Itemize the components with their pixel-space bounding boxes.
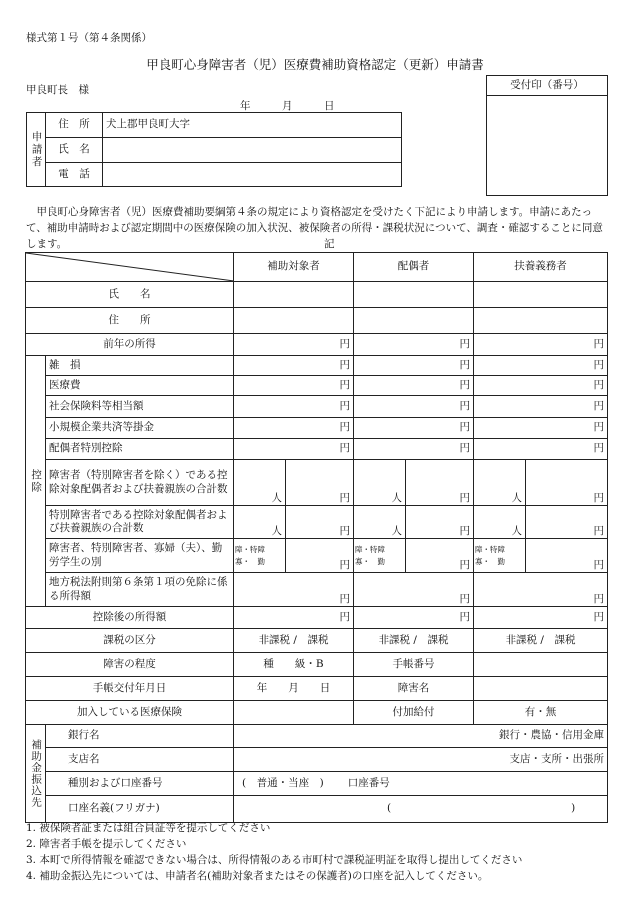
col-supporter: 扶養義務者 bbox=[474, 253, 608, 282]
branch-label: 支店名 bbox=[46, 748, 234, 772]
subject-amount[interactable]: 円 bbox=[286, 506, 354, 539]
row-insurance-label: 加入している医療保険 bbox=[26, 701, 234, 725]
bank-group-label: 補助金振込先 bbox=[26, 725, 46, 823]
supporter-amount[interactable]: 円 bbox=[526, 460, 608, 506]
insurance-field[interactable] bbox=[234, 701, 354, 725]
supporter-amount[interactable]: 円 bbox=[526, 506, 608, 539]
deduction-label: 社会保険料等相当額 bbox=[46, 396, 234, 418]
phone-field[interactable] bbox=[103, 163, 402, 187]
account-holder-field[interactable] bbox=[234, 796, 608, 823]
row-local-tax-label: 地方税法附則第６条第１項の免除に係る所得額 bbox=[46, 573, 234, 607]
spouse-amount[interactable]: 円 bbox=[406, 506, 474, 539]
row-address-label: 住 所 bbox=[26, 308, 234, 334]
bank-name-label: 銀行名 bbox=[46, 725, 234, 748]
account-type-options: ( 普通・当座 ) bbox=[242, 776, 324, 789]
extra-benefit-label: 付加給付 bbox=[354, 701, 474, 725]
receipt-stamp-box[interactable] bbox=[486, 75, 608, 196]
supporter-deduction[interactable]: 円 bbox=[474, 396, 608, 418]
subject-category-options[interactable] bbox=[234, 539, 286, 573]
spouse-deduction[interactable]: 円 bbox=[354, 356, 474, 376]
row-issue-date-label: 手帳交付年月日 bbox=[26, 677, 234, 701]
address-value: 犬上郡甲良町大字 bbox=[106, 118, 190, 131]
supporter-address-field[interactable] bbox=[474, 308, 608, 334]
applicant-table bbox=[26, 112, 402, 187]
category-line-1: 障・特障 bbox=[355, 544, 385, 554]
name-label: 氏 名 bbox=[46, 138, 103, 163]
col-spouse: 配偶者 bbox=[354, 253, 474, 282]
subject-count[interactable]: 人 bbox=[234, 460, 286, 506]
subject-address-field[interactable] bbox=[234, 308, 354, 334]
spouse-count[interactable]: 人 bbox=[354, 506, 406, 539]
subject-amount[interactable]: 円 bbox=[286, 460, 354, 506]
account-type-label: 種別および口座番号 bbox=[46, 772, 234, 796]
note-item: 2. 障害者手帳を提示してください bbox=[26, 838, 187, 850]
spouse-amount[interactable]: 円 bbox=[406, 460, 474, 506]
spouse-count[interactable]: 人 bbox=[354, 460, 406, 506]
degree-field[interactable]: 種 級・B bbox=[234, 653, 354, 677]
row-special-dependents-label: 特別障害者である控除対象配偶者および扶養親族の合計数 bbox=[46, 506, 234, 539]
supporter-count[interactable]: 人 bbox=[474, 506, 526, 539]
bank-name-field[interactable]: 銀行・農協・信用金庫 bbox=[234, 725, 608, 748]
deduction-label: 医療費 bbox=[46, 376, 234, 396]
branch-field[interactable]: 支店・支所・出張所 bbox=[234, 748, 608, 772]
subject-deduction[interactable]: 円 bbox=[234, 376, 354, 396]
subject-after-deduction[interactable]: 円 bbox=[234, 607, 354, 629]
category-line-2: 寡・ 勤 bbox=[235, 556, 265, 566]
name-field[interactable] bbox=[103, 138, 402, 163]
ki-label: 記 bbox=[324, 238, 335, 250]
deduction-group-label: 控除 bbox=[26, 356, 46, 607]
intro-text: 甲良町心身障害者（児）医療費補助要綱第４条の規定により資格認定を受けたく下記により申請します。申請にあたって、補助申請時および認定期間中の医療保険の加入状況、被保険者の所得・課税状況について、調査・確認することに同意します。 bbox=[26, 206, 603, 250]
spouse-deduction[interactable]: 円 bbox=[354, 418, 474, 439]
deduction-label: 配偶者特別控除 bbox=[46, 439, 234, 460]
applicant-group-label: 申請者 bbox=[27, 113, 46, 187]
supporter-deduction[interactable]: 円 bbox=[474, 376, 608, 396]
page-title: 甲良町心身障害者（児）医療費補助資格認定（更新）申請書 bbox=[146, 57, 484, 72]
disability-name-label: 障害名 bbox=[354, 677, 474, 701]
supporter-after-deduction[interactable]: 円 bbox=[474, 607, 608, 629]
category-line-1: 障・特障 bbox=[235, 544, 265, 554]
note-item: 4. 補助金振込先については、申請者名(補助対象者またはその保護者)の口座を記入してください。 bbox=[26, 870, 489, 882]
spouse-address-field[interactable] bbox=[354, 308, 474, 334]
holder-open-paren: ( bbox=[387, 802, 392, 815]
col-subject: 補助対象者 bbox=[234, 253, 354, 282]
spouse-category-options[interactable] bbox=[354, 539, 406, 573]
supporter-prev-income[interactable]: 円 bbox=[474, 334, 608, 356]
spouse-deduction[interactable]: 円 bbox=[354, 439, 474, 460]
spouse-category-amount[interactable]: 円 bbox=[406, 539, 474, 573]
subject-deduction[interactable]: 円 bbox=[234, 396, 354, 418]
account-holder-label: 口座名義(フリガナ) bbox=[46, 796, 234, 823]
category-line-2: 寡・ 勤 bbox=[355, 556, 385, 566]
handbook-number-label: 手帳番号 bbox=[354, 653, 474, 677]
date-line: 年 月 日 bbox=[240, 100, 335, 112]
subject-tax-class[interactable]: 非課税 / 課税 bbox=[234, 629, 354, 653]
row-name-label: 氏 名 bbox=[26, 282, 234, 308]
phone-label: 電 話 bbox=[46, 163, 103, 187]
subject-count[interactable]: 人 bbox=[234, 506, 286, 539]
supporter-local-tax[interactable]: 円 bbox=[474, 573, 608, 607]
address-field[interactable] bbox=[103, 113, 402, 138]
handbook-number-field[interactable] bbox=[474, 653, 608, 677]
supporter-name-field[interactable] bbox=[474, 282, 608, 308]
row-tax-class-label: 課税の区分 bbox=[26, 629, 234, 653]
supporter-deduction[interactable]: 円 bbox=[474, 439, 608, 460]
receipt-stamp-label: 受付印（番号） bbox=[487, 76, 607, 96]
note-item: 3. 本町で所得情報を確認できない場合は、所得情報のある市町村で課税証明証を取得し提出してください bbox=[26, 854, 523, 866]
supporter-tax-class[interactable]: 非課税 / 課税 bbox=[474, 629, 608, 653]
row-prev-income-label: 前年の所得 bbox=[26, 334, 234, 356]
row-after-deduction-label: 控除後の所得額 bbox=[26, 607, 234, 629]
spouse-deduction[interactable]: 円 bbox=[354, 376, 474, 396]
deduction-label: 小規模企業共済等掛金 bbox=[46, 418, 234, 439]
notes-list bbox=[26, 820, 522, 884]
account-number-label: 口座番号 bbox=[347, 776, 390, 789]
addressee: 甲良町長 様 bbox=[26, 84, 89, 96]
spouse-tax-class[interactable]: 非課税 / 課税 bbox=[354, 629, 474, 653]
subject-category-amount[interactable]: 円 bbox=[286, 539, 354, 573]
subject-deduction[interactable]: 円 bbox=[234, 356, 354, 376]
subject-local-tax[interactable]: 円 bbox=[234, 573, 354, 607]
supporter-deduction[interactable]: 円 bbox=[474, 418, 608, 439]
spouse-deduction[interactable]: 円 bbox=[354, 396, 474, 418]
diagonal-header-cell bbox=[26, 253, 234, 282]
category-line-1: 障・特障 bbox=[475, 544, 505, 554]
main-table bbox=[25, 252, 608, 823]
spouse-after-deduction[interactable]: 円 bbox=[354, 607, 474, 629]
form-number: 様式第１号（第４条関係） bbox=[26, 32, 152, 44]
address-label: 住 所 bbox=[46, 113, 103, 138]
category-line-2: 寡・ 勤 bbox=[475, 556, 505, 566]
subject-prev-income[interactable]: 円 bbox=[234, 334, 354, 356]
subject-name-field[interactable] bbox=[234, 282, 354, 308]
supporter-deduction[interactable]: 円 bbox=[474, 356, 608, 376]
subject-deduction[interactable]: 円 bbox=[234, 439, 354, 460]
spouse-name-field[interactable] bbox=[354, 282, 474, 308]
extra-benefit-field[interactable]: 有・無 bbox=[474, 701, 608, 725]
spouse-prev-income[interactable]: 円 bbox=[354, 334, 474, 356]
issue-date-field[interactable]: 年 月 日 bbox=[234, 677, 354, 701]
account-type-field[interactable] bbox=[234, 772, 608, 796]
supporter-category-amount[interactable]: 円 bbox=[526, 539, 608, 573]
row-degree-label: 障害の程度 bbox=[26, 653, 234, 677]
spouse-local-tax[interactable]: 円 bbox=[354, 573, 474, 607]
note-item: 1. 被保険者証または組合員証等を提示してください bbox=[26, 822, 271, 834]
supporter-count[interactable]: 人 bbox=[474, 460, 526, 506]
row-disabled-dependents-label: 障害者（特別障害者を除く）である控除対象配偶者および扶養親族の合計数 bbox=[46, 460, 234, 506]
disability-name-field[interactable] bbox=[474, 677, 608, 701]
diagonal-line bbox=[26, 253, 234, 281]
subject-deduction[interactable]: 円 bbox=[234, 418, 354, 439]
row-category-label: 障害者、特別障害者、寡婦（夫）、勤労学生の別 bbox=[46, 539, 234, 573]
supporter-category-options[interactable] bbox=[474, 539, 526, 573]
holder-close-paren: ) bbox=[571, 802, 576, 815]
deduction-label: 雑 損 bbox=[46, 356, 234, 376]
